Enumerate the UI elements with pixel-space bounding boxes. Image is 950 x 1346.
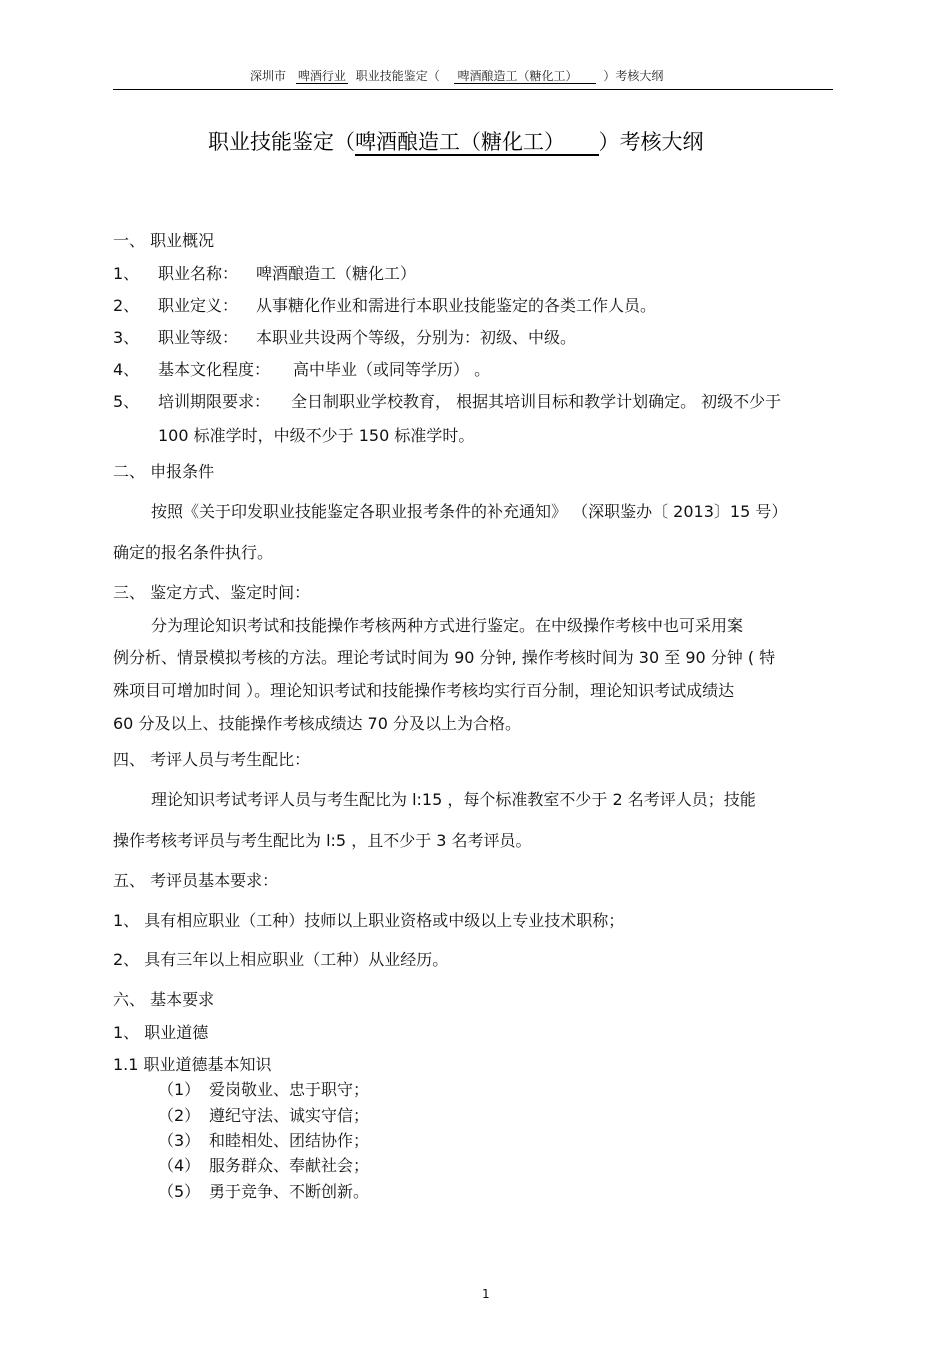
s5-item1: 1、 具有相应职业（工种）技师以上职业资格或中级以上专业技术职称； xyxy=(113,911,625,930)
s1-item4-value: 高中毕业（或同等学历） 。 xyxy=(293,360,491,379)
ethics-item-num: （1） xyxy=(158,1080,201,1099)
s1-item3-label: 职业等级： xyxy=(158,328,239,347)
s3-line3: 殊项目可增加时间 ）。理论知识考试和技能操作考核均实行百分制，理论知识考试成绩达 xyxy=(113,681,735,700)
header-rule xyxy=(113,89,833,90)
running-header xyxy=(250,67,663,84)
header-middle: 职业技能鉴定（ xyxy=(355,69,440,83)
s6-sub1: 1、 职业道德 xyxy=(113,1023,209,1042)
s1-item5-continuation: 100 标准学时，中级不少于 150 标准学时。 xyxy=(158,426,475,445)
document-title xyxy=(208,126,704,156)
ethics-item-num: （2） xyxy=(158,1106,201,1125)
ethics-item-text: 和睦相处、团结协作； xyxy=(209,1131,370,1150)
s3-line1: 分为理论知识考试和技能操作考核两种方式进行鉴定。在中级操作考核中也可采用案 xyxy=(151,616,744,635)
s3-line4: 60 分及以上、技能操作考核成绩达 70 分及以上为合格。 xyxy=(113,714,521,733)
section3-heading: 三、 鉴定方式、鉴定时间： xyxy=(113,583,311,602)
ethics-item-num: （5） xyxy=(158,1182,201,1201)
ethics-item-num: （4） xyxy=(158,1156,201,1175)
s1-item2-num: 2、 xyxy=(113,296,140,315)
section5-heading: 五、 考评员基本要求： xyxy=(113,871,279,890)
s4-line1: 理论知识考试考评人员与考生配比为 l:15 ，每个标准教室不少于 2 名考评人员；技能 xyxy=(151,790,756,809)
s2-line1: 按照《关于印发职业技能鉴定各职业报考条件的补充通知》 （深职鉴办〔 2013〕15 号） xyxy=(151,502,788,521)
s1-item3-value: 本职业共设两个等级，分别为：初级、中级。 xyxy=(256,328,577,347)
section4-heading: 四、 考评人员与考生配比： xyxy=(113,750,311,769)
s2-line2: 确定的报名条件执行。 xyxy=(113,543,274,562)
s1-item5-value: 全日制职业学校教育， 根据其培训目标和教学计划确定。 初级不少于 xyxy=(291,392,782,411)
s1-item4-num: 4、 xyxy=(113,360,140,379)
s3-line2: 例分析、情景模拟考核的方法。理论考试时间为 90 分钟, 操作考核时间为 30 至 90 分钟 ( 特 xyxy=(113,648,776,667)
section2-heading: 二、 申报条件 xyxy=(113,462,215,481)
s1-item1-label: 职业名称： xyxy=(158,264,239,283)
s6-sub11: 1.1 职业道德基本知识 xyxy=(113,1055,272,1074)
s1-item3-num: 3、 xyxy=(113,328,140,347)
page-number: 1 xyxy=(482,1287,490,1301)
header-industry: 啤酒行业 xyxy=(297,69,346,83)
section1-heading: 一、 职业概况 xyxy=(113,231,215,250)
s1-item5-label: 培训期限要求： xyxy=(158,392,271,411)
title-prefix: 职业技能鉴定（ xyxy=(208,130,355,154)
s1-item2-value: 从事糖化作业和需进行本职业技能鉴定的各类工作人员。 xyxy=(256,296,657,315)
ethics-item-text: 遵纪守法、诚实守信； xyxy=(209,1106,370,1125)
section6-heading: 六、 基本要求 xyxy=(113,990,215,1009)
header-end: ）考核大纲 xyxy=(603,69,664,83)
s1-item1-num: 1、 xyxy=(113,264,140,283)
ethics-item-text: 服务群众、奉献社会； xyxy=(209,1156,370,1175)
s1-item4-label: 基本文化程度： xyxy=(158,360,271,379)
title-suffix: ）考核大纲 xyxy=(598,130,704,154)
header-city: 深圳市 xyxy=(250,69,287,83)
ethics-item-text: 勇于竞争、不断创新。 xyxy=(209,1182,370,1201)
s1-item2-label: 职业定义： xyxy=(158,296,239,315)
ethics-item-num: （3） xyxy=(158,1131,201,1150)
s1-item5-num: 5、 xyxy=(113,392,140,411)
header-job: 啤酒酿造工（糖化工） xyxy=(454,69,596,84)
title-job: 啤酒酿造工（糖化工） xyxy=(355,130,599,156)
ethics-item-text: 爱岗敬业、忠于职守； xyxy=(209,1080,370,1099)
s1-item1-value: 啤酒酿造工（糖化工） xyxy=(256,264,417,283)
s5-item2: 2、 具有三年以上相应职业（工种）从业经历。 xyxy=(113,950,449,969)
s4-line2: 操作考核考评员与考生配比为 l:5 ，且不少于 3 名考评员。 xyxy=(113,831,532,850)
